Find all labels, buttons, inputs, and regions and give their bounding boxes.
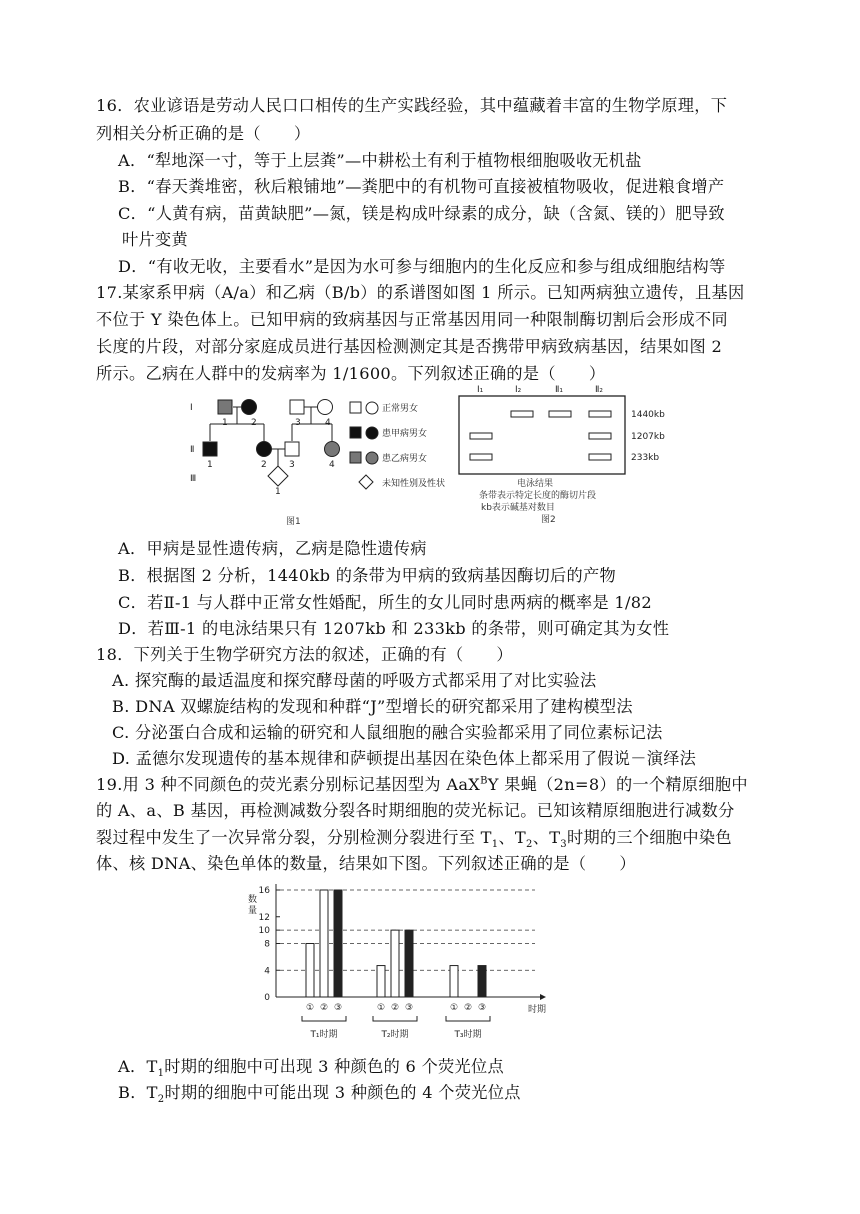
y-tick-label: 16 (258, 886, 270, 896)
band-II2-1440 (589, 411, 611, 417)
fig2-title: 电泳结果 (517, 479, 554, 489)
fig1-caption: 图1 (286, 517, 301, 527)
q19-stem-line3: 裂过程中发生了一次异常分裂，分别检测分裂进行至 $T_1$、$T_2$、$T_3$时期的三个细胞中染色 (96, 828, 732, 851)
legend-disease-b: 患乙病男女 (382, 454, 428, 464)
band-II2-233 (589, 454, 611, 460)
num-I4: 4 (325, 418, 331, 428)
q16-stem-line2: 列相关分析正确的是（ ） (96, 124, 311, 143)
q19-stem-line2: 的 A、a、B 基因，再检测减数分裂各时期细胞的荧光标记。已知该精原细胞进行减数分 (96, 801, 735, 820)
bar-label: ③ (333, 1003, 343, 1013)
q18-option-a: A. 探究酶的最适温度和探究酵母菌的呼吸方式都采用了对比实验法 (112, 671, 597, 690)
q18-option-c: C. 分泌蛋白合成和运输的研究和人鼠细胞的融合实验都采用了同位素标记法 (112, 723, 663, 742)
q16-option-d: D．“有收无收，主要看水”是因为水可参与细胞内的生化反应和参与组成细胞结构等 (118, 257, 726, 276)
y-tick-label: 8 (264, 939, 270, 950)
band-I1-233 (470, 454, 492, 460)
q18-option-b: B. DNA 双螺旋结构的发现和种群“J”型增长的研究都采用了建构模型法 (112, 697, 633, 716)
q18-stem: 18．下列关于生物学研究方法的叙述，正确的有（ ） (96, 645, 513, 664)
q16-option-c-line1: C．“人黄有病，苗黄缺肥”—氮，镁是构成叶绿素的成分，缺（含氮、镁的）肥导致 (118, 204, 725, 223)
q17-stem-line2: 不位于 Y 染色体上。已知甲病的致病基因与正常基因用同一种限制酶切割后会形成不同 (96, 310, 728, 329)
lane-I2: I₂ (515, 385, 522, 395)
lane-I1: I₁ (477, 385, 484, 395)
num-II4: 4 (329, 460, 335, 470)
q17-stem-line1: 17.某家系甲病（A/a）和乙病（B/b）的系谱图如图 1 所示。已知两病独立遗传，且基因 (96, 283, 745, 302)
bar-3-3 (478, 966, 486, 997)
group-label: T₃时期 (454, 1030, 482, 1040)
fig2-note1: 条带表示特定长度的酶切片段 (479, 491, 597, 501)
q16-option-a: A．“犁地深一寸，等于上层粪”—中耕松土有利于植物根细胞吸收无机盐 (118, 151, 642, 170)
group-bracket (302, 1016, 346, 1021)
bar-chart (240, 878, 560, 1050)
legend-unknown: 未知性别及性状 (382, 479, 446, 489)
bar-label: ② (319, 1003, 329, 1013)
pedigree-figure-1 (180, 386, 460, 536)
num-I2: 2 (251, 418, 257, 428)
q17-option-b: B．根据图 2 分析，1440kb 的条带为甲病的致病基因酶切后的产物 (118, 566, 616, 585)
legend-normal: 正常男女 (382, 404, 419, 414)
band-II1-1440 (549, 411, 571, 417)
y-axis-label-char: 数 (248, 895, 258, 905)
bar-2-1 (377, 966, 385, 997)
pedigree-II3 (285, 442, 299, 456)
group-bracket (373, 1016, 417, 1021)
lane-II1: Ⅱ₁ (555, 385, 564, 395)
q17-stem-line4: 所示。乙病在人群中的发病率为 1/1600。下列叙述正确的是（ ） (96, 364, 606, 383)
bar-label: ② (390, 1003, 400, 1013)
size-233: 233kb (631, 453, 660, 463)
group-bracket (446, 1016, 490, 1021)
q19-option-a: A．$T_1$时期的细胞中可出现 3 种颜色的 6 个荧光位点 (118, 1057, 505, 1080)
num-III1: 1 (275, 487, 281, 497)
y-axis-label-char: 量 (248, 906, 258, 916)
fig2-caption: 图2 (541, 515, 556, 525)
q16-stem-line1: 16．农业谚语是劳动人民口口相传的生产实践经验，其中蕴藏着丰富的生物学原理，下 (96, 96, 728, 115)
size-1440: 1440kb (631, 410, 665, 420)
num-II2: 2 (261, 460, 267, 470)
q17-stem-line3: 长度的片段，对部分家庭成员进行基因检测测定其是否携带甲病致病基因，结果如图 2 (96, 337, 723, 356)
q17-option-a: A．甲病是显性遗传病，乙病是隐性遗传病 (118, 539, 427, 558)
bar-1-2 (320, 890, 328, 997)
bar-1-3 (334, 890, 342, 997)
q16-option-b: B．“春天粪堆密，秋后粮铺地”—粪肥中的有机物可直接被植物吸收，促进粮食增产 (118, 177, 725, 196)
bar-label: ① (376, 1003, 386, 1013)
q17-option-d: D．若Ⅲ-1 的电泳结果只有 1207kb 和 233kb 的条带，则可确定其为女性 (118, 619, 670, 638)
pedigree-II4 (325, 442, 340, 457)
y-tick-label: 10 (258, 926, 270, 937)
pedigree-III1 (268, 466, 288, 486)
bar-2-3 (405, 930, 413, 997)
group-label: T₁时期 (310, 1030, 338, 1040)
band-I2-1440 (511, 411, 533, 417)
pedigree-I2 (242, 400, 257, 415)
y-tick-label: 0 (264, 993, 270, 1003)
q19-stem-line1: 19.用 3 种不同颜色的荧光素分别标记基因型为 AaX$^B$Y 果蝇（2n=8）的一个精原细胞中 (96, 775, 748, 794)
bar-3-1 (450, 966, 458, 997)
group-label: T₂时期 (381, 1030, 409, 1040)
lane-II2: Ⅱ₂ (595, 385, 604, 395)
bar-label: ① (305, 1003, 315, 1013)
q19-option-b: B．$T_2$时期的细胞中可能出现 3 种颜色的 4 个荧光位点 (118, 1083, 521, 1106)
bar-label: ③ (477, 1003, 487, 1013)
pedigree-I3 (290, 400, 304, 414)
bar-2-2 (391, 930, 399, 997)
bar-1-1 (306, 944, 314, 998)
band-I1-1207 (470, 433, 492, 439)
pedigree-II2 (257, 442, 272, 457)
num-I1: 1 (222, 418, 228, 428)
q19-stem-line4: 体、核 DNA、染色单体的数量，结果如下图。下列叙述正确的是（ ） (96, 854, 636, 873)
bar-label: ③ (404, 1003, 414, 1013)
x-axis-arrow (540, 994, 546, 1000)
num-I3: 3 (295, 418, 301, 428)
bar-label: ② (463, 1003, 473, 1013)
x-axis-label: 时期 (528, 1005, 547, 1015)
y-tick-label: 4 (264, 966, 270, 977)
band-II2-1207 (589, 433, 611, 439)
bar-label: ① (449, 1003, 459, 1013)
num-II1: 1 (207, 460, 213, 470)
pedigree-I1 (218, 400, 232, 414)
pedigree-I4 (318, 400, 333, 415)
q18-option-d: D. 孟德尔发现遗传的基本规律和萨顿提出基因在染色体上都采用了假说－演绎法 (112, 749, 697, 768)
y-tick-label: 12 (258, 912, 270, 923)
electrophoresis-figure-2 (455, 382, 675, 528)
fig2-note2: kb表示碱基对数目 (481, 503, 555, 513)
size-1207: 1207kb (631, 432, 665, 442)
q17-option-c: C．若Ⅱ-1 与人群中正常女性婚配，所生的女儿同时患两病的概率是 1/82 (118, 593, 652, 612)
num-II3: 3 (289, 460, 295, 470)
gen-label-III: Ⅲ (190, 474, 197, 484)
q16-option-c-line2: 叶片变黄 (122, 230, 188, 249)
gen-label-II: Ⅱ (190, 445, 195, 455)
gen-label-I: Ⅰ (190, 403, 193, 413)
pedigree-II1 (203, 442, 217, 456)
legend-disease-a: 患甲病男女 (382, 429, 428, 439)
